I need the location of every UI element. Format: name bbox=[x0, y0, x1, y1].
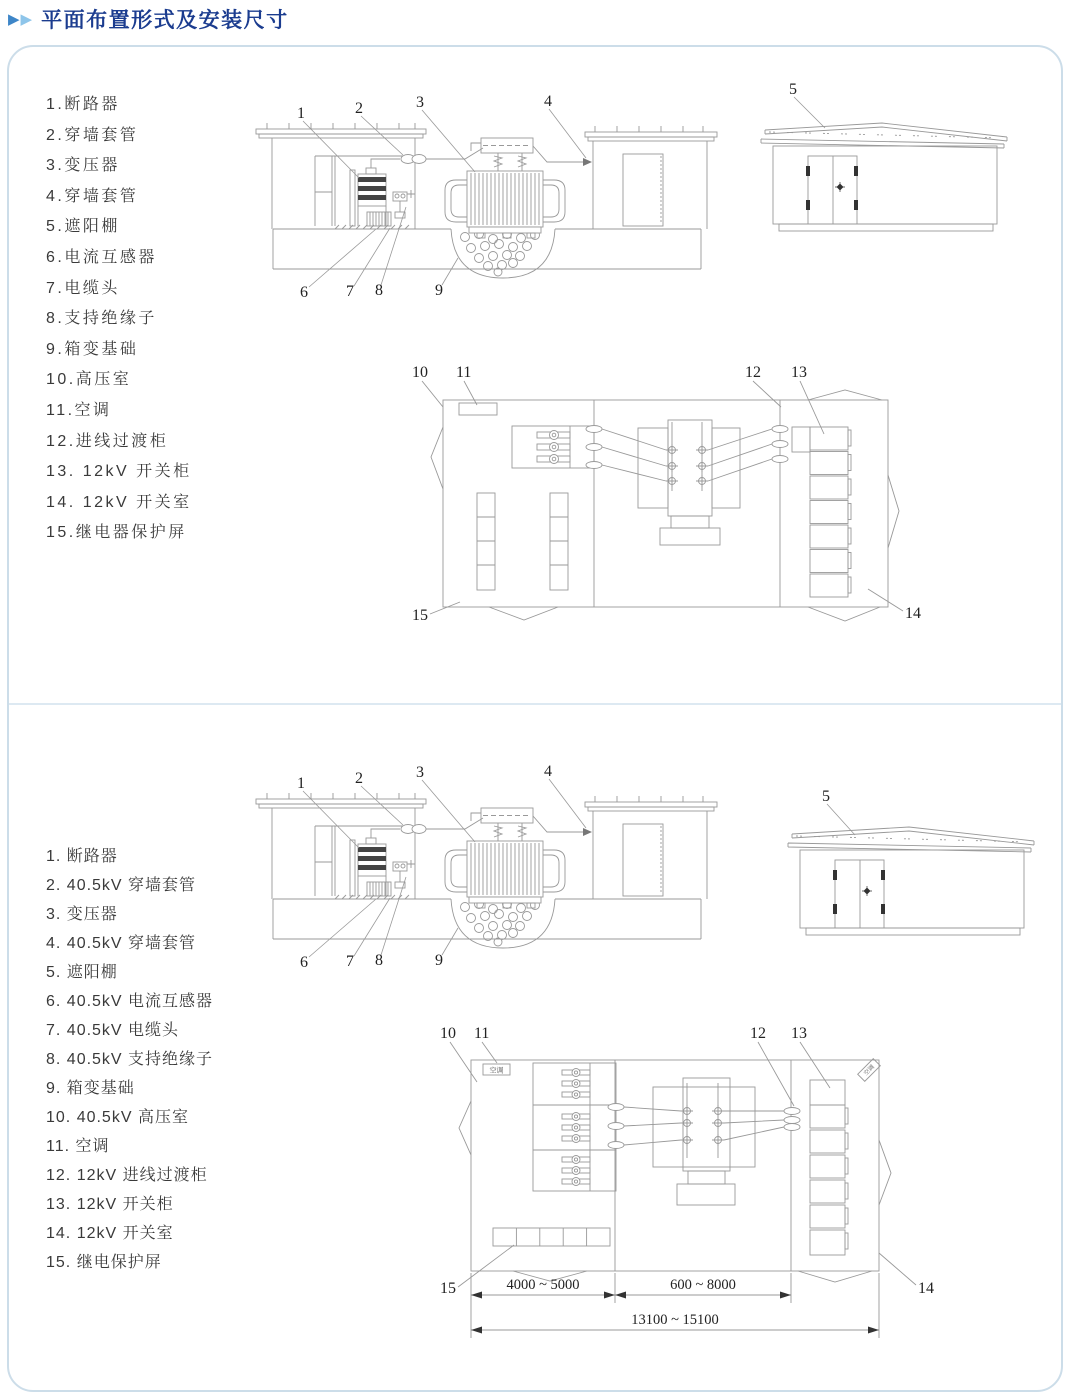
ac-unit-label: 空调 bbox=[863, 1064, 877, 1078]
callout-label: 10 bbox=[440, 1025, 456, 1042]
legend-item: 7. 40.5kV 电缆头 bbox=[46, 1022, 180, 1039]
callout-label: 8 bbox=[375, 952, 383, 969]
legend-item: 8. 40.5kV 支持绝缘子 bbox=[46, 1051, 214, 1068]
callout-label: 9 bbox=[435, 282, 443, 299]
callout-label: 3 bbox=[416, 94, 424, 111]
callout-label: 6 bbox=[300, 954, 308, 971]
dimension-middle: 600 ~ 8000 bbox=[670, 1277, 736, 1293]
callout-label: 1 bbox=[297, 105, 305, 122]
legend-item: 12. 12kV 进线过渡柜 bbox=[46, 1167, 208, 1184]
legend-item: 2.穿墙套管 bbox=[46, 126, 139, 144]
callout-label: 12 bbox=[745, 364, 761, 381]
legend-item: 1.断路器 bbox=[46, 96, 120, 113]
callout-label: 5 bbox=[822, 788, 830, 805]
callout-label: 15 bbox=[412, 607, 428, 624]
callout-label: 10 bbox=[412, 364, 428, 381]
page-title-text: 平面布置形式及安装尺寸 bbox=[41, 9, 289, 32]
plan-view-drawing-1 bbox=[400, 358, 940, 648]
legend-item: 10.高压室 bbox=[46, 371, 132, 389]
legend-item: 15.继电器保护屏 bbox=[46, 524, 187, 542]
callout-label: 8 bbox=[375, 282, 383, 299]
legend-item: 7.电缆头 bbox=[46, 279, 120, 297]
callout-label: 7 bbox=[346, 283, 354, 300]
callout-label: 3 bbox=[416, 764, 424, 781]
dimension-total: 13100 ~ 15100 bbox=[631, 1312, 719, 1328]
legend-item: 5. 遮阳棚 bbox=[46, 964, 118, 981]
legend-item: 12.进线过渡柜 bbox=[46, 432, 169, 450]
callout-label: 13 bbox=[791, 1025, 807, 1042]
callout-label: 2 bbox=[355, 770, 363, 787]
legend-item: 11. 空调 bbox=[46, 1138, 110, 1155]
legend-item: 2. 40.5kV 穿墙套管 bbox=[46, 877, 197, 894]
legend-item: 6. 40.5kV 电流互感器 bbox=[46, 993, 214, 1010]
callout-label: 1 bbox=[297, 775, 305, 792]
legend-item: 4. 40.5kV 穿墙套管 bbox=[46, 935, 197, 952]
legend-item: 11.空调 bbox=[46, 401, 112, 419]
legend-item: 3.变压器 bbox=[46, 157, 120, 175]
legend-item: 6.电流互感器 bbox=[46, 248, 157, 266]
legend-item: 1. 断路器 bbox=[46, 848, 118, 865]
callout-label: 14 bbox=[918, 1280, 934, 1297]
legend-item: 4.穿墙套管 bbox=[46, 187, 139, 205]
legend-list-1 bbox=[46, 90, 192, 549]
callout-label: 2 bbox=[355, 100, 363, 117]
plan-view-drawing-2 bbox=[420, 1008, 980, 1358]
callout-label: 15 bbox=[440, 1280, 456, 1297]
title-arrow-icon: ▶ bbox=[8, 10, 20, 28]
elevation-drawing-1 bbox=[255, 86, 735, 311]
legend-item: 5.遮阳棚 bbox=[46, 218, 120, 236]
panel-divider bbox=[9, 703, 1061, 705]
callout-label: 4 bbox=[544, 763, 552, 780]
legend-item: 14. 12kV 开关室 bbox=[46, 493, 192, 511]
legend-list-2 bbox=[46, 842, 213, 1277]
callout-label: 13 bbox=[791, 364, 807, 381]
ac-unit-label: 空调 bbox=[489, 1067, 504, 1075]
callout-label: 6 bbox=[300, 284, 308, 301]
front-view-drawing-1 bbox=[745, 76, 1045, 261]
legend-item: 8.支持绝缘子 bbox=[46, 310, 157, 328]
callout-label: 5 bbox=[789, 81, 797, 98]
front-view-drawing-2 bbox=[772, 780, 1070, 965]
callout-label: 9 bbox=[435, 952, 443, 969]
legend-item: 13. 12kV 开关柜 bbox=[46, 1196, 174, 1213]
dimension-left: 4000 ~ 5000 bbox=[506, 1277, 580, 1293]
legend-item: 15. 继电保护屏 bbox=[46, 1254, 162, 1271]
legend-item: 9. 箱变基础 bbox=[46, 1080, 135, 1097]
callout-label: 4 bbox=[544, 93, 552, 110]
callout-label: 14 bbox=[905, 605, 921, 622]
callout-label: 7 bbox=[346, 953, 354, 970]
legend-item: 9.箱变基础 bbox=[46, 340, 139, 358]
legend-item: 10. 40.5kV 高压室 bbox=[46, 1109, 189, 1126]
title-arrow-icon: ▶ bbox=[20, 10, 33, 28]
legend-item: 14. 12kV 开关室 bbox=[46, 1225, 174, 1242]
page-title bbox=[8, 4, 289, 34]
legend-item: 13. 12kV 开关柜 bbox=[46, 463, 192, 481]
legend-item: 3. 变压器 bbox=[46, 906, 118, 923]
callout-label: 11 bbox=[474, 1025, 490, 1042]
elevation-drawing-2 bbox=[255, 756, 735, 981]
callout-label: 12 bbox=[750, 1025, 766, 1042]
callout-label: 11 bbox=[456, 364, 472, 381]
